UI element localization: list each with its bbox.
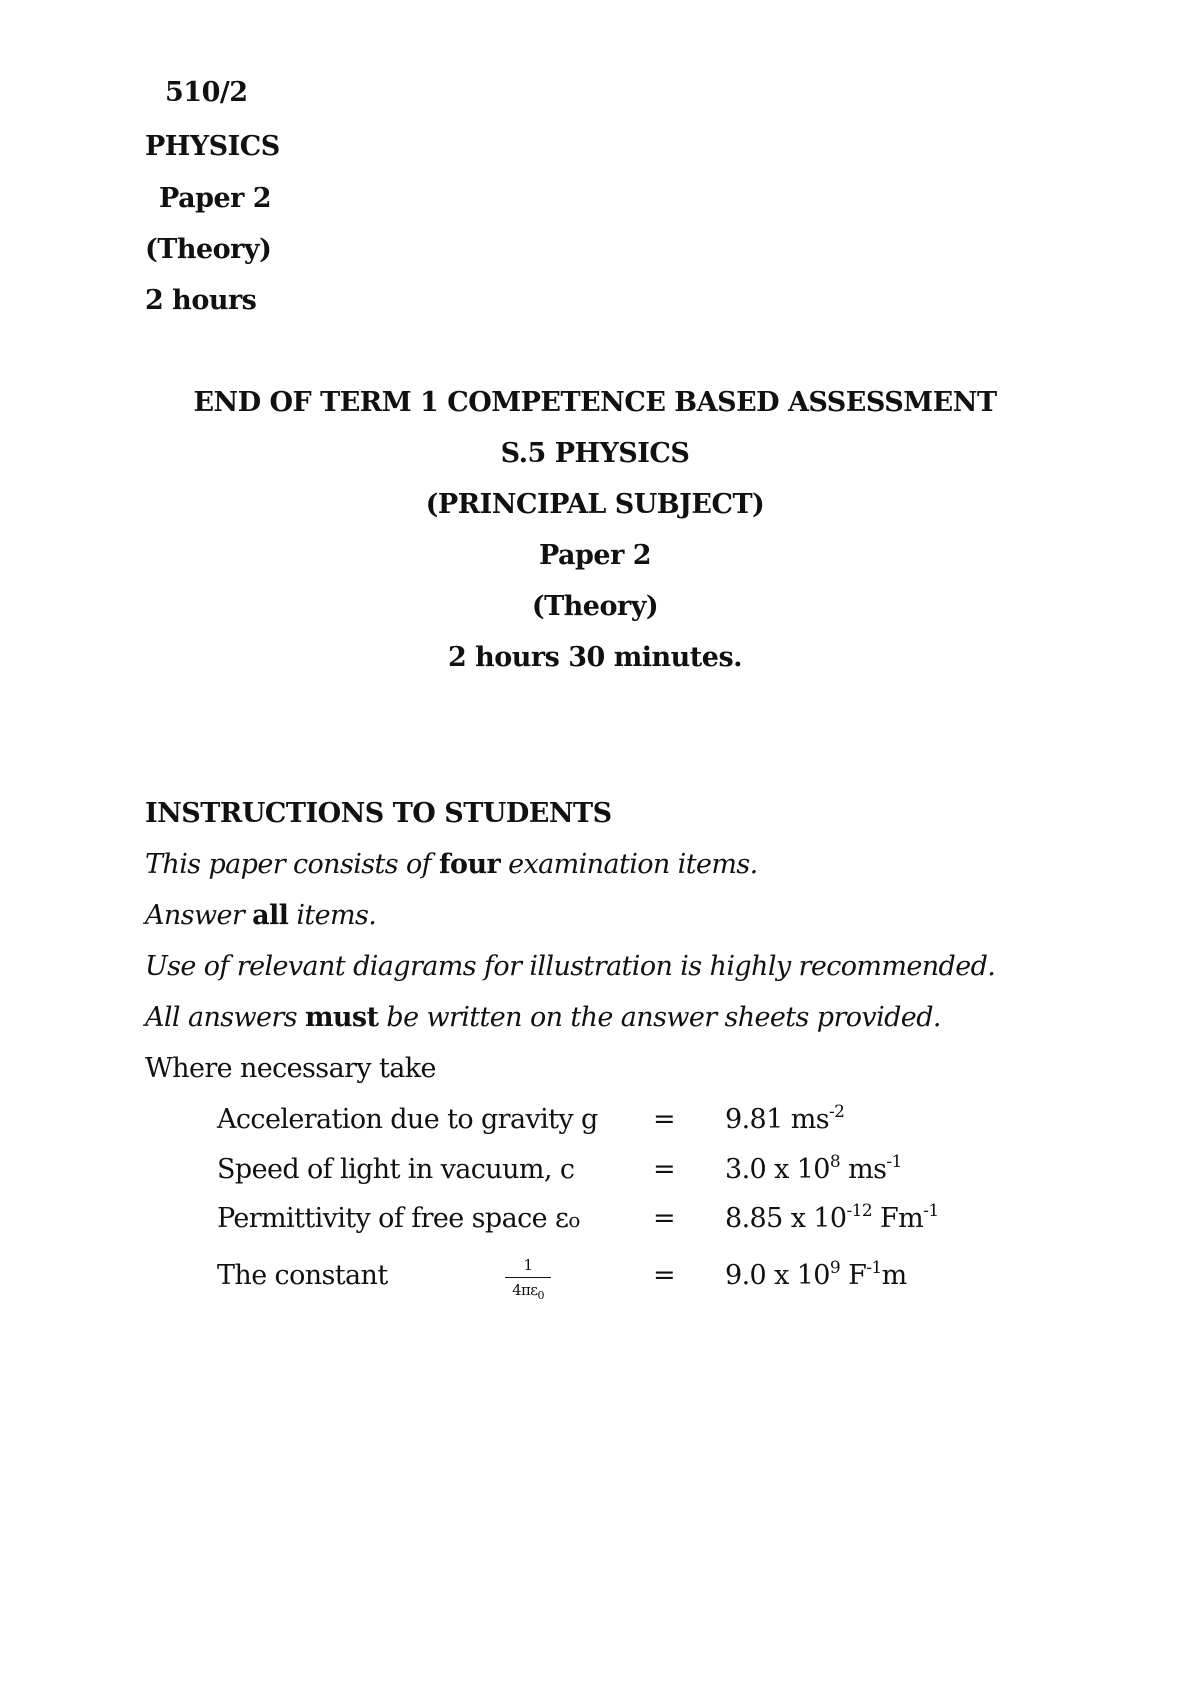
- constant-value: 9.0 x $10^9$ $F^{-1}m$: [725, 1258, 907, 1291]
- instruction-line-2: [145, 899, 376, 933]
- class-subject: S.5 PHYSICS: [500, 438, 690, 469]
- instruction-2-part-a: Answer: [145, 900, 253, 931]
- constant-row-permittivity: [0, 1202, 1190, 1242]
- equals-sign: =: [653, 1203, 676, 1234]
- subject-level: (PRINCIPAL SUBJECT): [425, 489, 765, 520]
- title-duration: 2 hours 30 minutes.: [447, 642, 743, 673]
- fraction-one-over-four-pi-epsilon: $\frac{1}{4\pi\varepsilon_0}$: [505, 1255, 551, 1306]
- paper-code: 510/2: [165, 77, 248, 108]
- subject-name: PHYSICS: [145, 131, 280, 162]
- instruction-2-emphasis: all: [252, 900, 289, 931]
- equals-sign: =: [653, 1104, 676, 1135]
- instruction-line-4: [145, 1001, 941, 1035]
- constant-label: Permittivity of free space εo: [217, 1203, 580, 1234]
- title-paper-type: (Theory): [531, 591, 659, 622]
- instruction-1-emphasis: four: [439, 849, 501, 880]
- paper-duration: 2 hours: [145, 285, 257, 316]
- paper-type: (Theory): [145, 234, 272, 265]
- instruction-1-part-c: examination items.: [500, 849, 758, 880]
- constant-label: Speed of light in vacuum, c: [217, 1154, 575, 1185]
- constant-value: 3.0 x $10^8$ $ms^{-1}$: [725, 1152, 902, 1185]
- instruction-4-part-a: All answers: [145, 1002, 305, 1033]
- paper-number: Paper 2: [159, 183, 272, 214]
- instruction-line-1: [145, 848, 758, 882]
- constant-label: The constant: [217, 1260, 388, 1291]
- constant-row-coulomb: [0, 1256, 1190, 1302]
- assessment-title: END OF TERM 1 COMPETENCE BASED ASSESSMENT: [193, 387, 997, 418]
- constant-row-gravity: [0, 1103, 1190, 1143]
- constant-row-light-speed: [0, 1153, 1190, 1193]
- where-necessary-text: Where necessary take: [145, 1053, 436, 1084]
- instruction-4-part-c: be written on the answer sheets provided.: [378, 1002, 941, 1033]
- constant-value: 8.85 x $10^{-12}$ $Fm^{-1}$: [725, 1201, 939, 1234]
- instruction-1-part-a: This paper consists of: [145, 849, 440, 880]
- constant-label: Acceleration due to gravity g: [217, 1104, 598, 1135]
- constant-value: 9.81 $ms^{-2}$: [725, 1102, 845, 1135]
- instruction-4-emphasis: must: [304, 1002, 379, 1033]
- instruction-3-text: Use of relevant diagrams for illustration is highly recommended.: [145, 951, 996, 982]
- equals-sign: =: [653, 1260, 676, 1291]
- instructions-heading: INSTRUCTIONS TO STUDENTS: [145, 798, 612, 829]
- title-paper-number: Paper 2: [538, 540, 652, 571]
- instruction-2-part-c: items.: [288, 900, 377, 931]
- equals-sign: =: [653, 1154, 676, 1185]
- instruction-line-3: [145, 950, 995, 984]
